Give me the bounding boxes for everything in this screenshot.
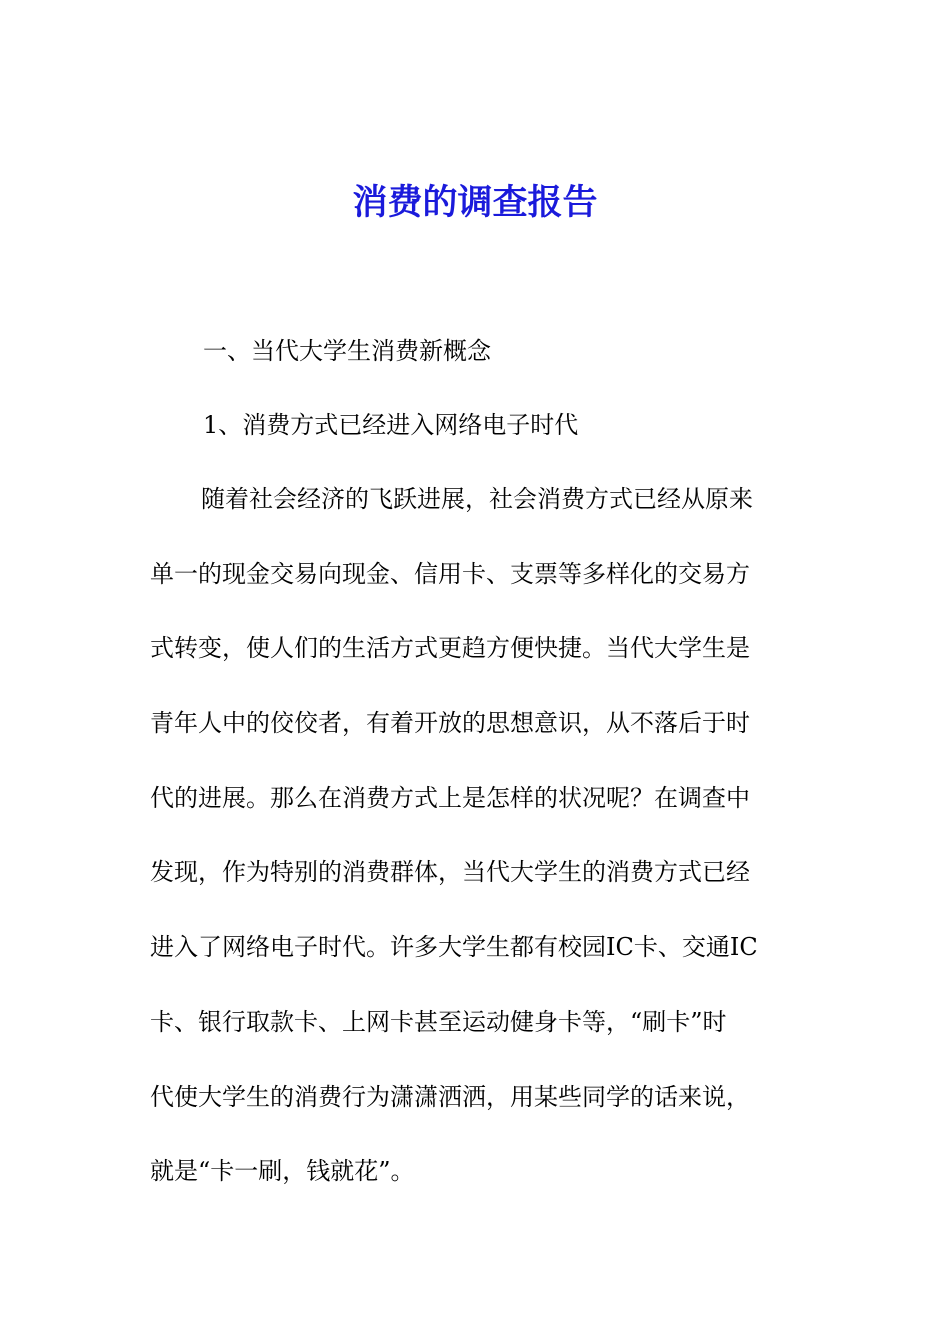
paragraph-line: 就是“卡一刷，钱就花”。: [150, 1157, 415, 1186]
document-title: 消费的调查报告: [352, 183, 598, 223]
paragraph-line: 代使大学生的消费行为潇潇洒洒，用某些同学的话来说，: [150, 1082, 750, 1111]
paragraph-line: 进入了网络电子时代。许多大学生都有校园IC卡、交通IC: [150, 933, 758, 962]
subsection-heading: 1、消费方式已经进入网络电子时代: [203, 411, 579, 439]
paragraph-line: 青年人中的佼佼者，有着开放的思想意识，从不落后于时: [150, 709, 750, 738]
paragraph-line: 单一的现金交易向现金、信用卡、支票等多样化的交易方: [150, 559, 750, 588]
section-heading: 一、当代大学生消费新概念: [203, 337, 491, 365]
paragraph-line: 发现，作为特别的消费群体，当代大学生的消费方式已经: [150, 858, 750, 887]
paragraph-line: 代的进展。那么在消费方式上是怎样的状况呢？在调查中: [150, 783, 750, 812]
paragraph-line: 式转变，使人们的生活方式更趋方便快捷。当代大学生是: [150, 634, 750, 663]
paragraph-line: 随着社会经济的飞跃进展，社会消费方式已经从原来: [201, 485, 753, 513]
paragraph-line: 卡、银行取款卡、上网卡甚至运动健身卡等，“刷卡”时: [150, 1007, 727, 1036]
body-paragraph: [150, 475, 810, 1222]
